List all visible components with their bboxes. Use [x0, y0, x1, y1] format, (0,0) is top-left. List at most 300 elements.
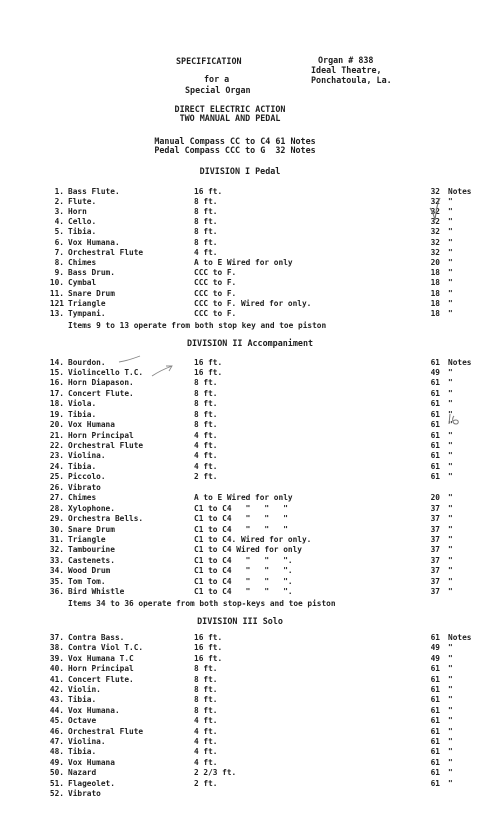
stop-name: Vibrato — [68, 789, 101, 798]
stop-note: " — [448, 298, 453, 308]
leader-dots — [222, 747, 424, 757]
leader-dots — [124, 238, 192, 248]
stop-note: " — [448, 206, 453, 216]
stop-name: Flute. — [68, 196, 97, 206]
stop-name: Snare Drum — [68, 288, 115, 298]
leader-dots — [297, 493, 424, 503]
stop-name: Concert Flute. — [68, 388, 134, 398]
stop-note: " — [448, 566, 453, 576]
stop-name: Bourdon. — [68, 357, 106, 367]
stop-spec: 16 ft. — [194, 653, 223, 663]
stop-pipe-count: 61 — [430, 378, 440, 388]
stop-spec: CCC to F. — [194, 278, 237, 288]
division-1-footer: Items 9 to 13 operate from both stop key and toe piston — [68, 321, 327, 330]
stop-pipe-count: 61 — [430, 716, 440, 726]
leader-dots — [222, 695, 424, 705]
stop-number: 21. — [49, 430, 64, 440]
leader-dots — [120, 758, 192, 768]
stop-name: Wood Drum — [68, 566, 111, 576]
stop-number: 24. — [49, 461, 64, 471]
stop-number: 19. — [49, 409, 64, 419]
stop-name: Vox Humana — [68, 757, 115, 767]
stop-pipe-count: 37 — [430, 545, 440, 555]
stop-name: Triangle — [68, 298, 106, 308]
manual-pedal-title: TWO MANUAL AND PEDAL — [179, 113, 281, 123]
leader-dots — [227, 633, 424, 643]
stop-spec: 8 ft. — [194, 196, 218, 206]
stop-spec: 4 ft. — [194, 430, 218, 440]
stop-name: Horn Principal — [68, 430, 134, 440]
stop-note: " — [448, 288, 453, 298]
stop-note: " — [448, 643, 453, 653]
stop-name: Vox Humana — [68, 420, 115, 430]
stop-name: Tambourine — [68, 545, 115, 555]
leader-dots — [222, 378, 424, 388]
stop-pipe-count: 61 — [430, 757, 440, 767]
stop-name: Snare Drum — [68, 524, 115, 534]
stop-pipe-count: 61 — [430, 726, 440, 736]
stop-number: 47. — [49, 737, 64, 746]
stop-number: 29. — [49, 514, 64, 524]
leader-dots — [222, 197, 424, 207]
pencil-arrow-mark-icon — [150, 364, 174, 378]
leader-dots — [101, 695, 192, 705]
stop-note: " — [448, 409, 453, 419]
stop-name: Orchestra Bells. — [68, 514, 144, 524]
stop-note: " — [448, 576, 453, 586]
stop-number: 27. — [49, 493, 64, 503]
stop-name: Vox Humana. — [68, 237, 120, 247]
stop-spec: 16 ft. — [194, 633, 223, 642]
stop-pipe-count: 37 — [430, 534, 440, 544]
leader-dots — [101, 217, 192, 227]
stop-pipe-count: 61 — [430, 441, 440, 451]
leader-dots — [124, 706, 192, 716]
leader-dots — [101, 410, 192, 420]
leader-dots — [139, 675, 193, 685]
handwritten-check-icon — [428, 196, 442, 222]
leader-dots — [222, 441, 424, 451]
stop-name: Tibia. — [68, 227, 97, 237]
stop-note: " — [448, 757, 453, 767]
stop-name: Contra Bass. — [68, 633, 125, 642]
leader-dots — [222, 758, 424, 768]
leader-dots — [110, 535, 192, 545]
stop-spec: A to E Wired for only — [194, 493, 293, 503]
leader-dots — [139, 378, 193, 388]
leader-dots — [227, 358, 424, 368]
leader-dots — [222, 664, 424, 674]
stop-number: 35. — [49, 576, 64, 586]
stop-name: Tibia. — [68, 409, 97, 419]
stop-pipe-count: 20 — [430, 493, 440, 503]
stop-name: Orchestral Flute — [68, 247, 144, 257]
stop-number: 17. — [49, 388, 64, 398]
stop-pipe-count: 32 — [430, 217, 440, 227]
stop-spec: C1 to C4 " " " — [194, 503, 288, 513]
stop-spec: CCC to F. — [194, 308, 237, 318]
stop-pipe-count: 49 — [430, 367, 440, 377]
leader-dots — [222, 217, 424, 227]
leader-dots — [293, 504, 424, 514]
stop-spec: C1 to C4 " " " — [194, 524, 288, 534]
leader-dots — [297, 556, 424, 566]
stop-pipe-count: 61 — [430, 747, 440, 757]
stop-note: " — [448, 196, 453, 206]
stop-pipe-count: 61 — [430, 409, 440, 419]
stop-pipe-count: 18 — [430, 308, 440, 318]
stop-note: " — [448, 217, 453, 227]
stop-spec: 4 ft. — [194, 747, 218, 757]
leader-dots — [101, 747, 192, 757]
stop-pipe-count: 37 — [430, 576, 440, 586]
leader-dots — [110, 309, 192, 319]
stop-pipe-count: 61 — [430, 399, 440, 409]
stop-pipe-count: 49 — [430, 653, 440, 663]
stop-number: 10. — [49, 278, 64, 288]
stop-pipe-count: 61 — [430, 778, 440, 788]
stop-spec: 2 2/3 ft. — [194, 768, 237, 778]
stop-spec: 4 ft. — [194, 737, 218, 746]
leader-dots — [129, 633, 192, 643]
leader-dots — [222, 451, 424, 461]
stop-number: 22. — [49, 441, 64, 451]
leader-dots — [148, 727, 192, 737]
stop-name: Horn — [68, 206, 87, 216]
leader-dots — [222, 431, 424, 441]
leader-dots — [148, 248, 192, 258]
stop-spec: 4 ft. — [194, 461, 218, 471]
stop-spec: 16 ft. — [194, 643, 223, 653]
stop-note: " — [448, 653, 453, 663]
stop-name: Chimes — [68, 493, 97, 503]
division-2-footer: Items 34 to 36 operate from both stop-keys and toe piston — [68, 599, 336, 608]
stop-name: Violincello T.C. — [68, 367, 144, 377]
stop-spec: 4 ft. — [194, 441, 218, 451]
stop-pipe-count: 61 — [430, 461, 440, 471]
leader-dots — [241, 268, 424, 278]
leader-dots — [124, 187, 192, 197]
stop-name: Nazard — [68, 768, 97, 778]
stop-pipe-count: 37 — [430, 566, 440, 576]
stop-name: Cello. — [68, 217, 97, 227]
stop-spec: 4 ft. — [194, 726, 218, 736]
stop-name: Triangle — [68, 534, 106, 544]
leader-dots — [222, 399, 424, 409]
leader-dots — [222, 389, 424, 399]
stop-pipe-count: 61 — [430, 674, 440, 684]
stop-spec: C1 to C4 Wired for only — [194, 545, 302, 555]
stop-spec: 8 ft. — [194, 685, 218, 694]
stop-spec: 8 ft. — [194, 705, 218, 715]
stop-name: Tibia. — [68, 747, 97, 757]
stop-name: Tom Tom. — [68, 576, 106, 586]
stop-number: 33. — [49, 555, 64, 565]
stop-name: Orchestral Flute — [68, 441, 144, 451]
stop-note: " — [448, 451, 453, 461]
leader-dots — [101, 716, 192, 726]
stop-number: 9. — [54, 268, 64, 278]
stop-number: 37. — [49, 633, 64, 642]
stop-pipe-count: 61 — [430, 472, 440, 482]
stop-name: Concert Flute. — [68, 674, 134, 684]
stop-note: " — [448, 695, 453, 705]
stop-note: " — [448, 430, 453, 440]
stop-spec: 8 ft. — [194, 227, 218, 237]
stop-note: " — [448, 257, 453, 267]
stop-number: 6. — [54, 237, 64, 247]
stop-name: Viola. — [68, 399, 97, 409]
stop-number: 40. — [49, 664, 64, 674]
leader-dots — [148, 643, 192, 653]
stop-number: 41. — [49, 674, 64, 684]
leader-dots — [101, 227, 192, 237]
stop-number: 4. — [54, 217, 64, 227]
stop-note: " — [448, 367, 453, 377]
leader-dots — [139, 664, 193, 674]
leader-dots — [297, 587, 424, 597]
leader-dots — [120, 545, 192, 555]
stop-pipe-count: 61 — [430, 357, 440, 367]
stop-spec: CCC to F. — [194, 288, 237, 298]
leader-dots — [241, 278, 424, 288]
leader-dots — [120, 556, 192, 566]
stop-spec: C1 to C4 " " ". — [194, 566, 293, 576]
leader-dots — [293, 525, 424, 535]
leader-dots — [241, 768, 424, 778]
stop-note: " — [448, 503, 453, 513]
stop-note: " — [448, 268, 453, 278]
stop-pipe-count: 61 — [430, 737, 440, 746]
stop-spec: 16 ft. — [194, 357, 223, 367]
stop-name: Chimes — [68, 257, 97, 267]
stop-note: " — [448, 420, 453, 430]
action-title: DIRECT ELECTRIC ACTION — [174, 104, 286, 114]
stop-number: 28. — [49, 503, 64, 513]
stop-name: Tympani. — [68, 308, 106, 318]
stop-number: 31. — [49, 534, 64, 544]
manual-compass: Manual Compass CC to C4 61 Notes — [154, 136, 316, 146]
leader-dots — [110, 472, 192, 482]
stop-number: 44. — [49, 705, 64, 715]
stop-name: Castenets. — [68, 555, 115, 565]
for-a-text: for a — [204, 74, 230, 84]
stop-pipe-count: 18 — [430, 278, 440, 288]
stop-number: 36. — [49, 587, 64, 597]
stop-pipe-count: 61 — [430, 695, 440, 705]
stop-pipe-count: 37 — [430, 503, 440, 513]
stop-spec: 8 ft. — [194, 409, 218, 419]
stop-note: " — [448, 545, 453, 555]
division-1-title: DIVISION I Pedal — [199, 166, 281, 176]
stop-number: 50. — [49, 768, 64, 778]
leader-dots — [222, 207, 424, 217]
leader-dots — [293, 514, 424, 524]
stop-name: Vox Humana. — [68, 705, 120, 715]
leader-dots — [120, 525, 192, 535]
stop-number: 1. — [54, 186, 64, 196]
leader-dots — [101, 493, 192, 503]
stop-note: " — [448, 237, 453, 247]
stop-note: Notes — [448, 186, 472, 196]
stop-name: Horn Diapason. — [68, 378, 134, 388]
stop-number: 34. — [49, 566, 64, 576]
stop-spec: 2 ft. — [194, 778, 218, 788]
leader-dots — [110, 737, 192, 747]
stop-pipe-count: 32 — [430, 237, 440, 247]
leader-dots — [148, 514, 192, 524]
leader-dots — [222, 462, 424, 472]
special-organ-text: Special Organ — [185, 85, 251, 95]
stop-note: " — [448, 461, 453, 471]
stop-note: " — [448, 441, 453, 451]
stop-note: " — [448, 705, 453, 715]
stop-number: 26. — [49, 482, 64, 492]
leader-dots — [120, 289, 192, 299]
stop-number: 11. — [49, 288, 64, 298]
stop-spec: 8 ft. — [194, 664, 218, 674]
stop-number: 121 — [49, 298, 64, 308]
stop-name: Contra Viol T.C. — [68, 643, 144, 653]
stop-spec: 8 ft. — [194, 237, 218, 247]
leader-dots — [241, 309, 424, 319]
stop-number: 18. — [49, 399, 64, 409]
stop-spec: 4 ft. — [194, 716, 218, 726]
stop-spec: 8 ft. — [194, 378, 218, 388]
stop-number: 38. — [49, 643, 64, 653]
stop-note: " — [448, 524, 453, 534]
leader-dots — [110, 451, 192, 461]
stop-name: Octave — [68, 716, 97, 726]
stop-pipe-count: 37 — [430, 555, 440, 565]
leader-dots — [222, 420, 424, 430]
stop-note: Notes — [448, 357, 472, 367]
leader-dots — [222, 779, 424, 789]
stop-note: " — [448, 227, 453, 237]
stop-spec: 16 ft. — [194, 186, 223, 196]
leader-dots — [297, 258, 424, 268]
stop-note: " — [448, 778, 453, 788]
stop-spec: 8 ft. — [194, 695, 218, 705]
stop-number: 51. — [49, 778, 64, 788]
stop-note: " — [448, 716, 453, 726]
stop-number: 32. — [49, 545, 64, 555]
doc-title: SPECIFICATION — [176, 56, 242, 66]
stop-name: Bass Flute. — [68, 186, 120, 196]
stop-note: " — [448, 534, 453, 544]
stop-spec: 4 ft. — [194, 247, 218, 257]
leader-dots — [222, 248, 424, 258]
stop-number: 46. — [49, 726, 64, 736]
leader-dots — [241, 289, 424, 299]
stop-number: 45. — [49, 716, 64, 726]
stop-note: " — [448, 555, 453, 565]
stop-spec: C1 to C4 " " ". — [194, 576, 293, 586]
stop-note: " — [448, 472, 453, 482]
stop-note: " — [448, 278, 453, 288]
leader-dots — [222, 472, 424, 482]
division-2-title: DIVISION II Accompaniment — [186, 338, 314, 348]
stop-spec: 8 ft. — [194, 420, 218, 430]
stop-number: 49. — [49, 757, 64, 767]
stop-spec: 4 ft. — [194, 451, 218, 461]
stop-note: " — [448, 493, 453, 503]
stop-number: 8. — [54, 257, 64, 267]
stop-name: Violin. — [68, 685, 101, 694]
stop-name: Bass Drum. — [68, 268, 115, 278]
stop-number: 42. — [49, 685, 64, 694]
stop-number: 14. — [49, 357, 64, 367]
stop-note: " — [448, 726, 453, 736]
leader-dots — [222, 685, 424, 695]
leader-dots — [101, 258, 192, 268]
pedal-compass: Pedal Compass CCC to G 32 Notes — [154, 145, 316, 155]
stop-note: " — [448, 747, 453, 757]
stop-spec: 2 ft. — [194, 472, 218, 482]
stop-number: 3. — [54, 206, 64, 216]
stop-spec: C1 to C4 " " ". — [194, 555, 293, 565]
stop-pipe-count: 61 — [430, 768, 440, 778]
stop-number: 15. — [49, 367, 64, 377]
stop-spec: CCC to F. Wired for only. — [194, 298, 312, 308]
stop-number: 16. — [49, 378, 64, 388]
theatre-name: Ideal Theatre, — [311, 65, 382, 75]
stop-pipe-count: 18 — [430, 298, 440, 308]
stop-name: Xylophone. — [68, 503, 115, 513]
leader-dots — [139, 654, 193, 664]
stop-spec: CCC to F. — [194, 268, 237, 278]
leader-dots — [120, 420, 192, 430]
leader-dots — [227, 643, 424, 653]
stop-number: 52. — [49, 789, 64, 798]
leader-dots — [101, 278, 192, 288]
stop-note: " — [448, 685, 453, 694]
stop-note: " — [448, 674, 453, 684]
leader-dots — [222, 716, 424, 726]
stop-pipe-count: 61 — [430, 685, 440, 694]
stop-name: Horn Principal — [68, 664, 134, 674]
stop-note: " — [448, 664, 453, 674]
stop-name: Violina. — [68, 737, 106, 746]
stop-note: " — [448, 378, 453, 388]
stop-pipe-count: 37 — [430, 524, 440, 534]
stop-pipe-count: 61 — [430, 388, 440, 398]
leader-dots — [110, 299, 192, 309]
stop-note: " — [448, 737, 453, 746]
stop-pipe-count: 32 — [430, 196, 440, 206]
leader-dots — [129, 587, 192, 597]
leader-dots — [297, 566, 424, 576]
stop-note: " — [448, 388, 453, 398]
stop-spec: 8 ft. — [194, 674, 218, 684]
stop-number: 20. — [49, 420, 64, 430]
stop-spec: 8 ft. — [194, 217, 218, 227]
pencil-tick-mark-icon — [118, 355, 142, 365]
stop-pipe-count: 32 — [430, 186, 440, 196]
stop-pipe-count: 61 — [430, 451, 440, 461]
leader-dots — [222, 410, 424, 420]
stop-pipe-count: 49 — [430, 643, 440, 653]
leader-dots — [106, 685, 192, 695]
stop-number: 39. — [49, 653, 64, 663]
stop-name: Flageolet. — [68, 778, 115, 788]
leader-dots — [227, 187, 424, 197]
stop-name: Vibrato — [68, 482, 101, 492]
stop-name: Violina. — [68, 451, 106, 461]
leader-dots — [316, 535, 424, 545]
stop-number: 23. — [49, 451, 64, 461]
leader-dots — [120, 779, 192, 789]
